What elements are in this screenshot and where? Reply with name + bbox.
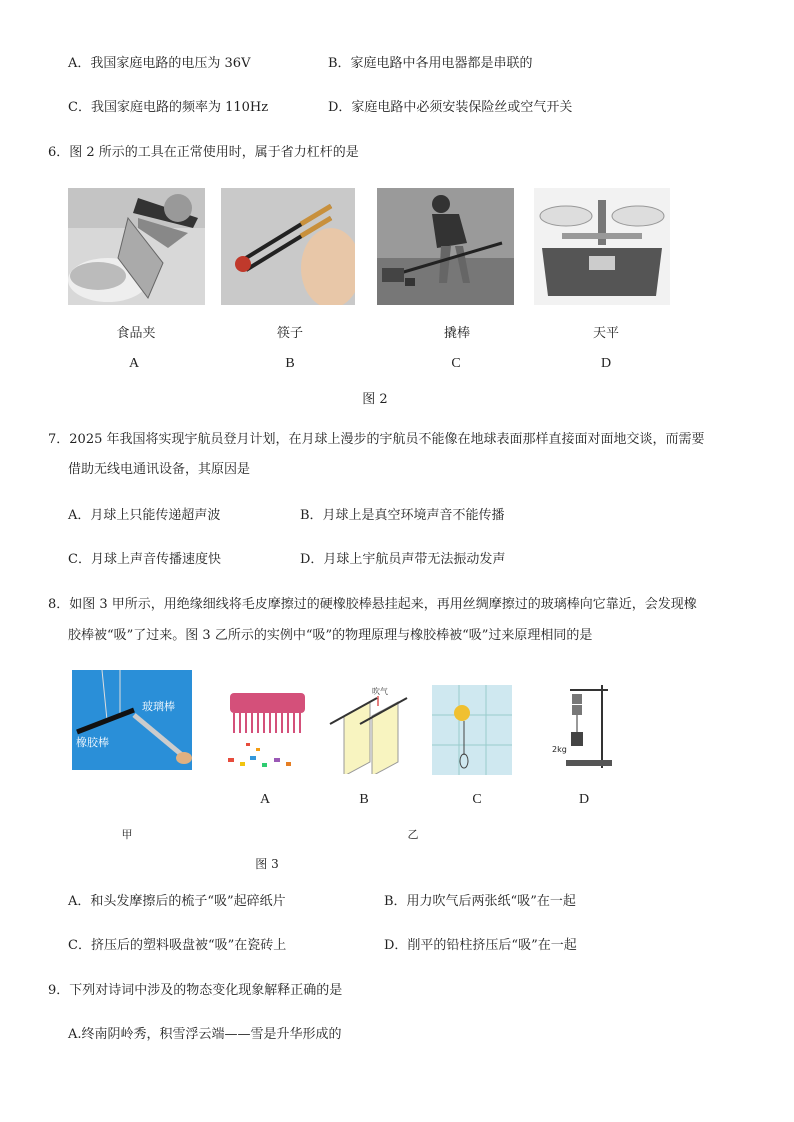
fig2-caption: 图 2 xyxy=(362,392,388,407)
rubber-rod-text: 橡胶棒 xyxy=(76,736,109,749)
q9-option-a: A.终南阴岭秀，积雪浮云端——雪是升华形成的 xyxy=(68,1027,342,1042)
q8-stem-line1: 8．如图 3 甲所示，用绝缘细线将毛皮摩擦过的硬橡胶棒悬挂起来，再用丝绸摩擦过的玻璃棒向它靠近，会发现橡 xyxy=(48,597,697,612)
paper-figure xyxy=(322,684,417,774)
blow-air-text: 吹气 xyxy=(372,687,388,696)
q7-option-c: C．月球上声音传播速度快 xyxy=(68,552,221,567)
q8-letter-a: A xyxy=(259,792,271,807)
weight-label: 2kg xyxy=(552,745,567,754)
rubber-rod-figure xyxy=(72,670,192,770)
tongs-label: 食品夹 xyxy=(116,326,156,341)
q9-stem: 9．下列对诗词中涉及的物态变化现象解释正确的是 xyxy=(48,983,343,998)
glass-rod-text: 玻璃棒 xyxy=(142,700,175,713)
q8-option-b: B．用力吹气后两张纸“吸”在一起 xyxy=(384,894,576,909)
balance-image xyxy=(534,188,670,305)
q6-letter-a: A xyxy=(128,356,140,371)
q8-option-c: C．挤压后的塑料吸盘被“吸”在瓷砖上 xyxy=(68,938,287,953)
q7-option-d: D．月球上宇航员声带无法振动发声 xyxy=(300,552,506,567)
q7-stem-line2: 借助无线电通讯设备，其原因是 xyxy=(68,462,251,477)
chopsticks-label: 筷子 xyxy=(276,326,303,341)
fig3-jia-label: 甲 xyxy=(121,828,133,841)
suction-cup-figure xyxy=(432,685,512,775)
q6-stem: 6．图 2 所示的工具在正常使用时，属于省力杠杆的是 xyxy=(48,145,359,160)
q7-option-a: A．月球上只能传递超声波 xyxy=(68,508,221,523)
lead-cylinder-figure xyxy=(552,680,622,775)
q8-option-a: A．和头发摩擦后的梳子“吸”起碎纸片 xyxy=(68,894,286,909)
q8-stem-line2: 胶棒被“吸”了过来。图 3 乙所示的实例中“吸”的物理原理与橡胶棒被“吸”过来原理相同的是 xyxy=(68,628,593,643)
chopsticks-image xyxy=(221,188,355,305)
q5-option-c: C．我国家庭电路的频率为 110Hz xyxy=(68,100,269,115)
q8-option-d: D．削平的铅柱挤压后“吸”在一起 xyxy=(384,938,577,953)
q5-option-a: A．我国家庭电路的电压为 36V xyxy=(68,56,251,71)
crowbar-image xyxy=(377,188,514,305)
q6-letter-c: C xyxy=(451,356,461,371)
crowbar-label: 撬棒 xyxy=(443,326,470,341)
q6-letter-b: B xyxy=(285,356,295,371)
fig3-caption: 图 3 xyxy=(255,857,279,871)
comb-figure xyxy=(220,688,310,773)
q8-letter-c: C xyxy=(472,792,482,807)
q6-letter-d: D xyxy=(600,356,612,371)
q8-letter-d: D xyxy=(578,792,590,807)
balance-label: 天平 xyxy=(592,326,619,341)
food-tongs-image xyxy=(68,188,205,305)
fig3-yi-label: 乙 xyxy=(407,828,419,841)
q7-option-b: B．月球上是真空环境声音不能传播 xyxy=(300,508,505,523)
q5-option-d: D．家庭电路中必须安装保险丝或空气开关 xyxy=(328,100,573,115)
q8-letter-b: B xyxy=(359,792,369,807)
q7-stem-line1: 7．2025 年我国将实现宇航员登月计划，在月球上漫步的宇航员不能像在地球表面那样直接面对面地交谈，而需要 xyxy=(48,432,705,447)
q5-option-b: B．家庭电路中各用电器都是串联的 xyxy=(328,56,533,71)
